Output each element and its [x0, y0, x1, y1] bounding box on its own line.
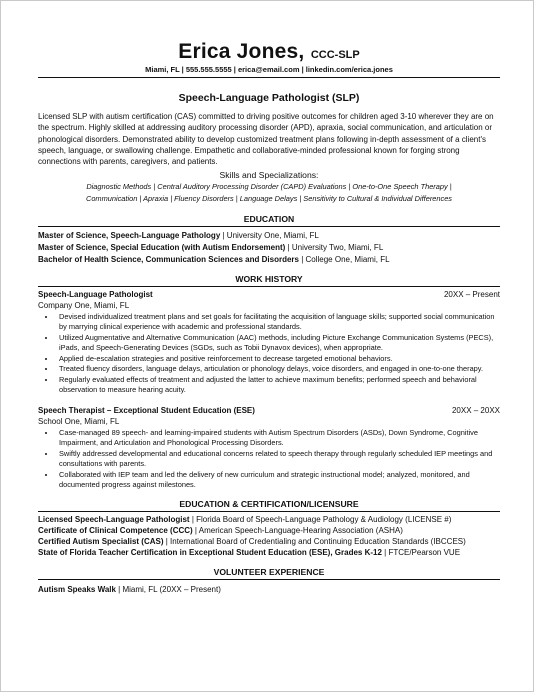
job-bullet: • Treated fluency disorders, language delays, articulation or phonology delays, voice disorders, and engaged in one-to-one therapy. [56, 364, 500, 375]
certifications-list [38, 514, 500, 559]
job-entry [38, 289, 500, 396]
summary: Licensed SLP with autism certification (CAS) committed to driving positive outcomes for children aged 3-10 wherever they are on the spectrum. Highly skilled at addressing auditory processing disorder (APD), apraxia, social communication, and articulation or phonological disorders. Demonstrated ability to develop customized treatment plans following in-depth assessment of a client's speech, language, or swallowing challenge. Empathetic and collaborative-minded professional known for forging strong connections with parents, caregivers, and patients. [38, 112, 494, 167]
school: | University One, Miami, FL [220, 231, 319, 241]
certification-detail: | FTCE/Pearson VUE [381, 548, 461, 558]
education-list [38, 230, 500, 267]
skills-title: Skills and Specializations: [219, 170, 319, 181]
certification-item [38, 514, 500, 525]
job-dates: 20XX – 20XX [451, 405, 500, 415]
headline: Speech-Language Pathologist (SLP) [178, 92, 360, 104]
volunteer-heading: VOLUNTEER EXPERIENCE [38, 567, 500, 580]
job-header [38, 405, 500, 416]
certification-item [38, 536, 500, 547]
education-heading: EDUCATION [38, 214, 500, 227]
certification-name: Licensed Speech-Language Pathologist [38, 514, 190, 524]
school: | College One, Miami, FL [298, 255, 390, 265]
degree: Bachelor of Health Science, Communication Sciences and Disorders [38, 255, 299, 265]
job-bullets [38, 312, 500, 396]
skills-list [38, 181, 500, 204]
job-company: Company One, Miami, FL [38, 300, 130, 310]
certification-detail: | Florida Board of Speech-Language Pathology & Audiology (LICENSE #) [189, 514, 452, 524]
degree: Master of Science, Special Education (with Autism Endorsement) [38, 243, 286, 253]
skills-line: Diagnostic Methods | Central Auditory Processing Disorder (CAPD) Evaluations | One-to-One Speech Therapy | [86, 182, 452, 192]
degree: Master of Science, Speech-Language Pathology [38, 231, 221, 241]
job-dates: 20XX – Present [443, 289, 500, 299]
candidate-name: Erica Jones, [178, 40, 305, 63]
certification-name: Certificate of Clinical Competence (CCC) [38, 525, 193, 535]
volunteer-item [38, 584, 500, 595]
certifications-heading: EDUCATION & CERTIFICATION/LICENSURE [38, 499, 500, 512]
certification-item [38, 525, 500, 536]
job-title: Speech Therapist – Exceptional Student Education (ESE) [38, 405, 255, 415]
skills-line: Communication | Apraxia | Fluency Disorders | Language Delays | Sensitivity to Cultural & Individual Differences [85, 193, 453, 203]
job-bullet: • Swiftly addressed developmental and educational concerns related to speech therapy through regularly scheduled IEP meetings and consultations with parents. [56, 449, 500, 470]
resume-content [38, 39, 500, 595]
job-bullet: • Case-managed 89 speech- and learning-impaired students with Autism Spectrum Disorders (ASDs), Down Syndrome, Cognitive Impairment, and Articulation and Phonological Processing Disorders. [56, 428, 500, 449]
certification-detail: | American Speech-Language-Hearing Association (ASHA) [192, 525, 403, 535]
volunteer-name: Autism Speaks Walk [38, 584, 116, 594]
job-bullet: • Collaborated with IEP team and led the delivery of new curriculum and strategic instructional model; analyzed, monitored, and documented progress against milestones. [56, 470, 500, 491]
job-header [38, 289, 500, 300]
certification-detail: | International Board of Credentialing and Continuing Education Standards (IBCCES) [163, 537, 466, 547]
volunteer-detail: | Miami, FL (20XX – Present) [115, 584, 221, 594]
school: | University Two, Miami, FL [285, 243, 384, 253]
certification-name: State of Florida Teacher Certification in Exceptional Student Education (ESE), Grades K-12 [38, 548, 382, 558]
job-company: School One, Miami, FL [38, 416, 120, 426]
job-bullet: • Applied de-escalation strategies and positive reinforcement to decrease targeted emotional behaviors. [56, 354, 500, 365]
certification-name: Certified Autism Specialist (CAS) [38, 537, 164, 547]
credential: CCC-SLP [310, 49, 360, 61]
education-item [38, 242, 500, 254]
job-bullets [38, 428, 500, 491]
job-bullet: • Utilized Augmentative and Alternative Communication (AAC) methods, including Picture Exchange Communication Systems (PECS), iPads, and Speech-Generating Devices (SGDs, such as Tobii Dynavox devices), when appropriate. [56, 333, 500, 354]
job-title: Speech-Language Pathologist [38, 289, 153, 299]
job-bullet: • Devised individualized treatment plans and set goals for facilitating the acquisition of language skills; supported social communication by marrying clinical experience with academic and professional standards. [56, 312, 500, 333]
job-bullet: • Regularly evaluated effects of treatment and adjusted the latter to achieve maximum benefits; performed speech and behavioral observation to measure hearing acuity. [56, 375, 500, 396]
education-item [38, 254, 500, 266]
education-item [38, 230, 500, 242]
contact-info: Miami, FL | 555.555.5555 | erica@email.com | linkedin.com/erica.jones [38, 65, 500, 78]
work-history-heading: WORK HISTORY [38, 274, 500, 287]
job-entry [38, 405, 500, 491]
name-line [38, 39, 500, 65]
certification-item [38, 547, 500, 558]
